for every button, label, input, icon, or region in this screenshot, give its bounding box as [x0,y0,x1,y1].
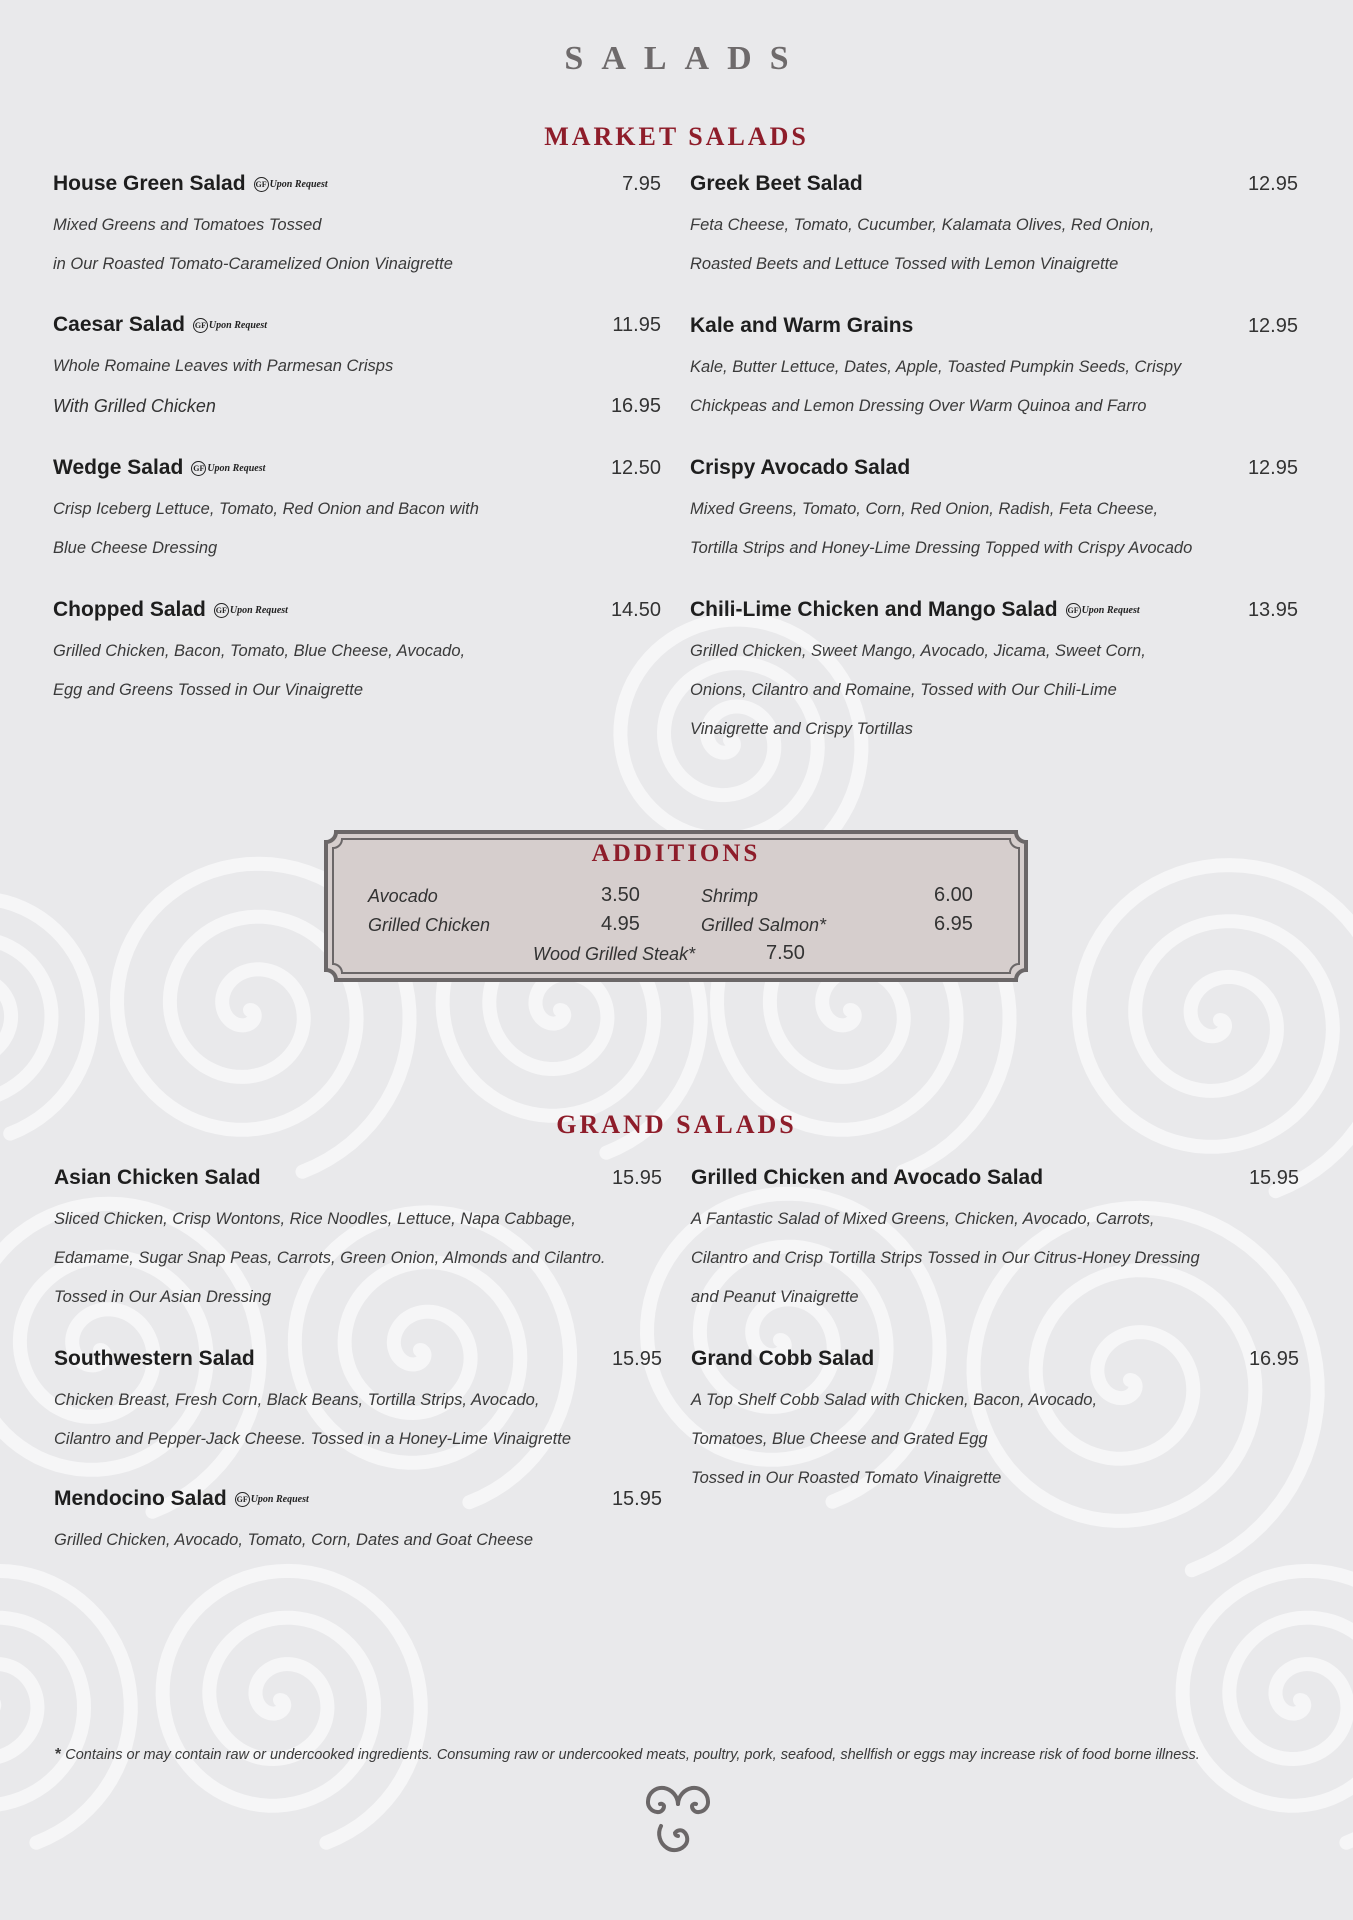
menu-item-description: Onions, Cilantro and Romaine, Tossed with Our Chili-Lime [690,681,1117,699]
gluten-free-label: Upon Request [207,462,266,474]
addition-price: 3.50 [601,884,640,906]
footnote-mark: * [55,1746,62,1763]
menu-item-name-text: Greek Beet Salad [690,172,863,195]
addition-price: 6.00 [934,884,973,906]
menu-item-header [53,598,661,632]
menu-item-name-text: House Green Salad [53,172,246,195]
menu-item-header [53,313,661,347]
menu-item-price: 15.95 [611,1167,662,1189]
additions-heading: ADDITIONS [591,840,761,867]
menu-item-description: Cilantro and Pepper-Jack Cheese. Tossed in a Honey-Lime Vinaigrette [54,1430,571,1448]
addition-name: Grilled Salmon* [701,915,827,935]
menu-item-description: Mixed Greens, Tomato, Corn, Red Onion, Radish, Feta Cheese, [690,500,1159,518]
menu-item-option-price: 16.95 [610,395,661,417]
menu-item-price: 14.50 [610,599,661,621]
menu-item [690,172,1298,284]
addition-name: Shrimp [701,886,759,906]
menu-item-price: 12.50 [610,457,661,479]
addition-price: 7.50 [766,942,805,964]
menu-item-description: Edamame, Sugar Snap Peas, Carrots, Green Onion, Almonds and Cilantro. [54,1249,606,1267]
menu-item-name [690,598,1140,622]
menu-item-name-text: Southwestern Salad [54,1347,255,1370]
menu-item-header [54,1347,662,1381]
menu-item [691,1166,1299,1317]
gluten-free-icon: GF [235,1492,250,1507]
menu-item-description: Roasted Beets and Lettuce Tossed with Lemon Vinaigrette [690,255,1119,273]
menu-item-description: Vinaigrette and Crispy Tortillas [690,720,913,738]
menu-item-price: 15.95 [611,1348,662,1370]
menu-item-name-text: Grand Cobb Salad [691,1347,875,1370]
menu-item-header [690,314,1298,348]
menu-item-description: Grilled Chicken, Sweet Mango, Avocado, Jicama, Sweet Corn, [690,642,1146,660]
addition-price: 4.95 [601,913,640,935]
menu-item-description: Kale, Butter Lettuce, Dates, Apple, Toasted Pumpkin Seeds, Crispy [690,358,1182,376]
menu-item-header [691,1347,1299,1381]
menu-item-name [53,313,267,337]
menu-item-name [54,1347,255,1371]
menu-item-description: Chicken Breast, Fresh Corn, Black Beans, Tortilla Strips, Avocado, [54,1391,540,1409]
menu-item-description: Tortilla Strips and Honey-Lime Dressing Topped with Crispy Avocado [690,539,1193,557]
footnote [55,1746,1315,1764]
menu-item-description: Whole Romaine Leaves with Parmesan Crisps [53,357,394,375]
menu-item-name-text: Wedge Salad [53,456,184,479]
footnote-text: Contains or may contain raw or undercooked ingredients. Consuming raw or undercooked meats, poultry, pork, seafood, shellfish or eggs may increase risk of food borne illness. [65,1747,1200,1763]
grand-salads-right-column [691,1166,1299,1498]
additions-box [322,828,1030,984]
menu-item-header [53,456,661,490]
market-salads-right-column [690,172,1298,749]
gluten-free-icon: GF [191,461,206,476]
menu-item-description: Feta Cheese, Tomato, Cucumber, Kalamata Olives, Red Onion, [690,216,1155,234]
menu-item [54,1347,662,1459]
menu-item-price: 12.95 [1247,173,1298,195]
menu-item-header [690,172,1298,206]
menu-item-price: 15.95 [611,1488,662,1510]
menu-item-description: Sliced Chicken, Crisp Wontons, Rice Noodles, Lettuce, Napa Cabbage, [54,1210,576,1228]
menu-item-name-text: Caesar Salad [53,313,185,336]
menu-item-name [690,172,863,196]
gluten-free-label: Upon Request [1081,604,1140,616]
menu-item-price: 12.95 [1247,457,1298,479]
menu-item-description: and Peanut Vinaigrette [691,1288,859,1306]
menu-item-price: 11.95 [612,314,661,336]
menu-item-description: Blue Cheese Dressing [53,539,218,557]
menu-item-header [691,1166,1299,1200]
gluten-free-badge [214,603,288,618]
menu-item-name [690,456,910,480]
menu-item-description: Mixed Greens and Tomatoes Tossed [53,216,322,234]
gluten-free-icon: GF [193,318,208,333]
menu-item-name [53,456,265,480]
addition-name: Wood Grilled Steak* [533,944,696,964]
menu-item-price: 16.95 [1248,1348,1299,1370]
menu-item-name-text: Grilled Chicken and Avocado Salad [691,1166,1044,1189]
menu-item-name-text: Kale and Warm Grains [690,314,914,337]
menu-item-description: Egg and Greens Tossed in Our Vinaigrette [53,681,364,699]
menu-item-name-text: Asian Chicken Salad [54,1166,261,1189]
menu-item [54,1166,662,1317]
gluten-free-badge [1066,603,1140,618]
addition-price: 6.95 [934,913,973,935]
market-salads-left-column [53,172,661,710]
addition-name: Avocado [368,886,438,906]
menu-item-name [53,172,328,196]
menu-item [53,172,661,284]
menu-item-description: Tossed in Our Roasted Tomato Vinaigrette [691,1469,1002,1487]
gluten-free-label: Upon Request [208,319,267,331]
gluten-free-label: Upon Request [229,604,288,616]
gluten-free-icon: GF [214,603,229,618]
gluten-free-icon: GF [254,177,269,192]
menu-item-description: Crisp Iceberg Lettuce, Tomato, Red Onion and Bacon with [53,500,479,518]
menu-item-name-text: Chopped Salad [53,598,206,621]
menu-item-name-text: Chili-Lime Chicken and Mango Salad [690,598,1058,621]
menu-item-description: A Fantastic Salad of Mixed Greens, Chicken, Avocado, Carrots, [691,1210,1155,1228]
menu-item-name [53,598,288,622]
menu-item-description: A Top Shelf Cobb Salad with Chicken, Bacon, Avocado, [691,1391,1098,1409]
menu-item [54,1487,662,1560]
menu-item-name [691,1347,874,1371]
menu-item-name-text: Mendocino Salad [54,1487,227,1510]
menu-item-header [54,1166,662,1200]
menu-item-price: 7.95 [622,173,661,195]
menu-item-description: in Our Roasted Tomato-Caramelized Onion Vinaigrette [53,255,453,273]
menu-item [53,313,661,426]
menu-item-header [690,598,1298,632]
menu-item-header [53,172,661,206]
menu-item-header [690,456,1298,490]
gluten-free-badge [235,1492,309,1507]
gluten-free-icon: GF [1066,603,1081,618]
page-title: SALADS [564,40,807,77]
gluten-free-badge [191,461,265,476]
menu-item-price: 15.95 [1248,1167,1299,1189]
gluten-free-label: Upon Request [269,178,328,190]
market-salads-heading: MARKET SALADS [544,122,809,151]
menu-item-name [54,1487,309,1511]
menu-item [53,456,661,568]
menu-item [691,1347,1299,1498]
gluten-free-badge [254,177,328,192]
menu-item-option [53,386,661,426]
menu-item-name [691,1166,1043,1190]
menu-item [690,598,1298,749]
menu-item-description: Cilantro and Crisp Tortilla Strips Tossed in Our Citrus-Honey Dressing [691,1249,1200,1267]
menu-item-description: Grilled Chicken, Avocado, Tomato, Corn, Dates and Goat Cheese [54,1531,534,1549]
menu-item-header [54,1487,662,1521]
menu-item [53,598,661,710]
gluten-free-badge [193,318,267,333]
menu-item-description: Tossed in Our Asian Dressing [54,1288,272,1306]
gluten-free-label: Upon Request [250,1493,309,1505]
menu-item [690,456,1298,568]
menu-item-option-label: With Grilled Chicken [53,396,216,416]
menu-item-name [690,314,913,338]
menu-item-price: 13.95 [1247,599,1298,621]
triskele-logo-icon [640,1782,716,1858]
menu-item-price: 12.95 [1247,315,1298,337]
menu-item-name [54,1166,261,1190]
addition-name: Grilled Chicken [368,915,491,935]
menu-item-name-text: Crispy Avocado Salad [690,456,911,479]
menu-item-description: Grilled Chicken, Bacon, Tomato, Blue Cheese, Avocado, [53,642,466,660]
menu-item [690,314,1298,426]
menu-item-description: Chickpeas and Lemon Dressing Over Warm Quinoa and Farro [690,397,1147,415]
grand-salads-heading: GRAND SALADS [556,1110,797,1139]
menu-item-description: Tomatoes, Blue Cheese and Grated Egg [691,1430,988,1448]
grand-salads-left-column [54,1166,662,1560]
